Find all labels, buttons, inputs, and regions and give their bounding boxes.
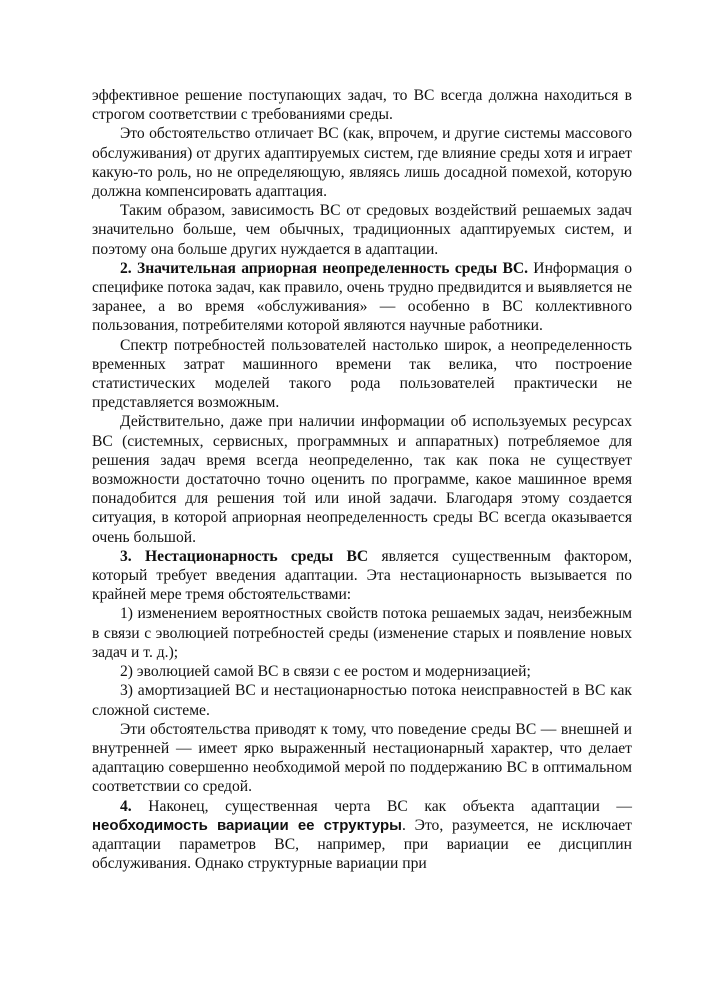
paragraph-text: Наконец, существенная черта ВС как объекта адаптации — <box>131 797 632 815</box>
paragraph-text: является существенным фактором, который требует введения адаптации. Эта нестационарность вызывается по крайней мере тремя обстоятельствами: <box>92 547 632 604</box>
document-page <box>92 86 632 873</box>
paragraph <box>92 412 632 546</box>
paragraph-text: Таким образом, зависимость ВС от средовых воздействий решаемых задач значительно больше, чем обычных, традиционных адаптируемых систем, и поэтому она больше других нуждается в адаптации. <box>92 202 632 258</box>
paragraph-text: Действительно, даже при наличии информации об используемых ресурсах ВС (системных, сервисных, программных и аппаратных) потребляемое для решения задач время всегда неопределенно, так как пока не существует возможности достаточно точно оценить по программе, какое машинное время понадобится для решения той или иной задачи. Благодаря этому создается ситуация, в которой априорная неопределенность среды ВС всегда оказывается очень большой. <box>92 413 632 546</box>
paragraph <box>92 124 632 201</box>
paragraph-text: эффективное решение поступающих задач, то ВС всегда должна находиться в строгом соответствии с требованиями среды. <box>92 87 632 124</box>
list-item-text: 3) амортизацией ВС и нестационарностью потока неисправностей в ВС как сложной системе. <box>92 682 632 719</box>
list-item <box>92 662 632 681</box>
paragraph-item-4 <box>92 797 632 874</box>
section-heading: 4. <box>120 797 132 815</box>
section-heading: 3. Нестационарность среды ВС <box>120 547 369 565</box>
list-item <box>92 681 632 719</box>
paragraph-item-2 <box>92 259 632 336</box>
section-heading: 2. Значительная априорная неопределенность среды ВС. <box>120 259 529 277</box>
list-item <box>92 604 632 662</box>
list-item-text: 1) изменением вероятностных свойств потока решаемых задач, неизбежным в связи с эволюцией потребностей среды (изменение старых и появление новых задач и т. д.); <box>92 605 632 661</box>
paragraph-item-3 <box>92 547 632 605</box>
paragraph-text: Это обстоятельство отличает ВС (как, впрочем, и другие системы массового обслуживания) от других адаптируемых систем, где влияние среды хотя и играет какую-то роль, но не определяющую, являясь лишь досадной помехой, которую должна компенсировать адаптация. <box>92 125 632 201</box>
paragraph-text: Эти обстоятельства приводят к тому, что поведение среды ВС — внешней и внутренней — имеет ярко выраженный нестационарный характер, что делает адаптацию совершенно необходимой мерой по поддержанию ВС в оптимальном соответствии со средой. <box>92 720 632 796</box>
paragraph-text: Спектр потребностей пользователей настолько широк, а неопределенность временных затрат машинного времени так велика, что построение статистических моделей такого рода пользователей практически не представляется возможным. <box>92 336 632 412</box>
emphasis-text: необходимость вариации ее структуры <box>92 816 402 834</box>
paragraph <box>92 201 632 259</box>
paragraph <box>92 336 632 413</box>
paragraph-text: Информация о специфике потока задач, как правило, очень трудно предвидится и выявляется не заранее, а во время «обслуживания» — особенно в ВС коллективного пользования, потребителями которой являются научные работники. <box>92 259 632 335</box>
paragraph-text: . Это, разумеется, не исключает адаптации параметров ВС, например, при вариации ее дисциплин обслуживания. Однако структурные вариации при <box>92 816 632 873</box>
paragraph-continuation <box>92 86 632 124</box>
list-item-text: 2) эволюцией самой ВС в связи с ее ростом и модернизацией; <box>120 663 531 681</box>
paragraph <box>92 720 632 797</box>
